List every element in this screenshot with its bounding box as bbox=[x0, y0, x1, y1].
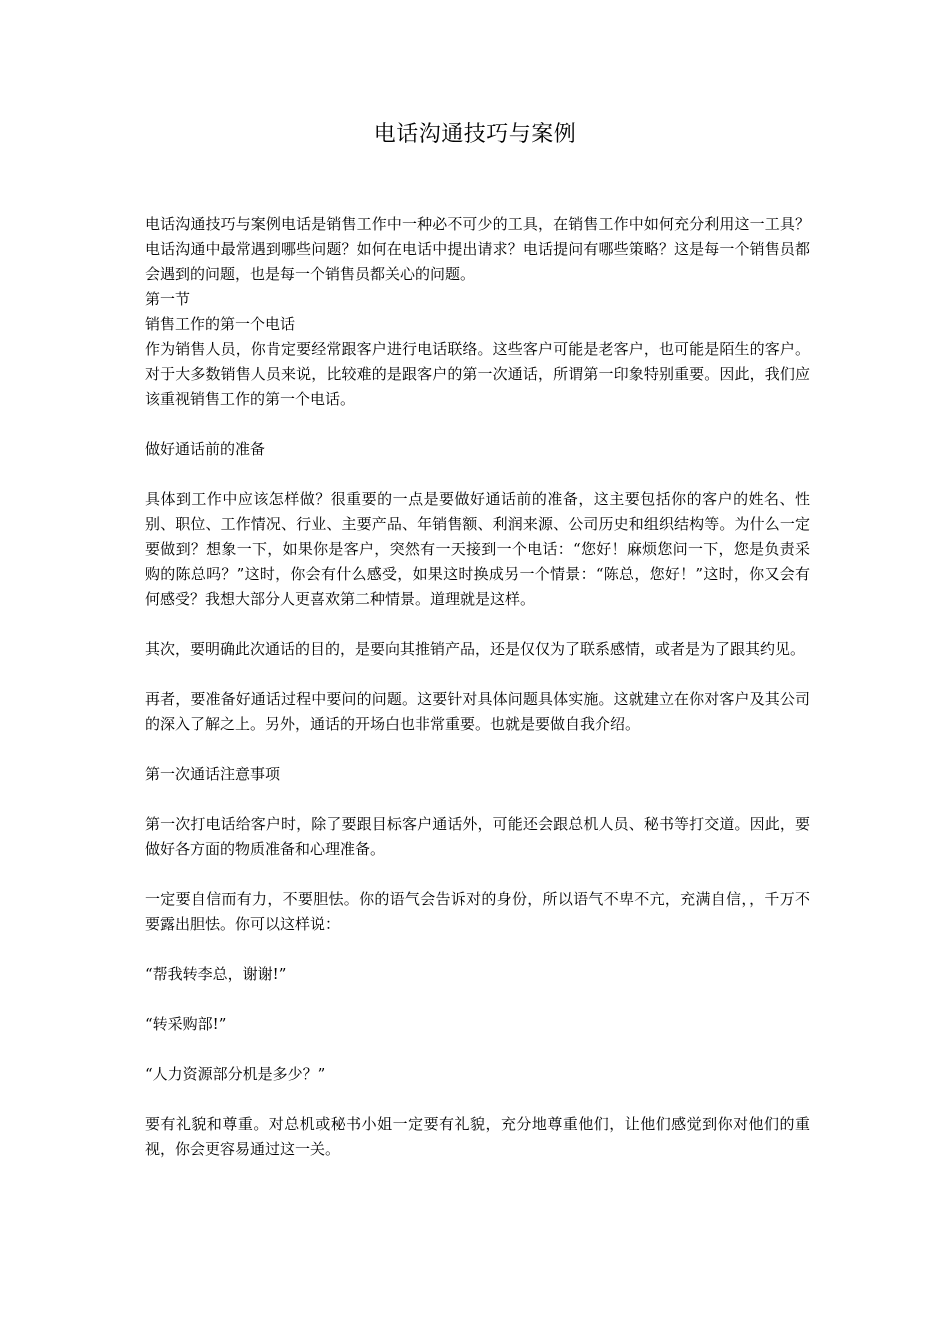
body-paragraph: 一定要自信而有力，不要胆怯。你的语气会告诉对的身份，所以语气不卑不亢，充满自信，，千万不要露出胆怯。你可以这样说： bbox=[145, 890, 810, 933]
section-number: 第一节 bbox=[145, 290, 191, 308]
body-paragraph: 其次，要明确此次通话的目的，是要向其推销产品，还是仅仅为了联系感情，或者是为了跟其约见。 bbox=[145, 640, 806, 658]
body-paragraph: 第一次打电话给客户时，除了要跟目标客户通话外，可能还会跟总机人员、秘书等打交道。因此，要做好各方面的物质准备和心理准备。 bbox=[145, 815, 810, 858]
body-paragraph: 要有礼貌和尊重。对总机或秘书小姐一定要有礼貌，充分地尊重他们，让他们感觉到你对他们的重视，你会更容易通过这一关。 bbox=[145, 1115, 810, 1158]
body-paragraph: 再者，要准备好通话过程中要问的问题。这要针对具体问题具体实施。这就建立在你对客户及其公司的深入了解之上。另外，通话的开场白也非常重要。也就是要做自我介绍。 bbox=[145, 690, 810, 733]
section-heading: 销售工作的第一个电话 bbox=[145, 315, 296, 333]
body-paragraph: 具体到工作中应该怎样做？很重要的一点是要做好通话前的准备，这主要包括你的客户的姓名、性别、职位、工作情况、行业、主要产品、年销售额、利润来源、公司历史和组织结构等。为什么一定要做到？想象一下，如果你是客户，突然有一天接到一个电话：“您好！麻烦您问一下，您是负责采购的陈总吗？”这时，你会有什么感受，如果这时换成另一个情景：“陈总，您好！”这时，你又会有何感受？我想大部分人更喜欢第二种情景。道理就是这样。 bbox=[145, 490, 810, 608]
body-paragraph: 作为销售人员，你肯定要经常跟客户进行电话联络。这些客户可能是老客户，也可能是陌生的客户。对于大多数销售人员来说，比较难的是跟客户的第一次通话，所谓第一印象特别重要。因此，我们应该重视销售工作的第一个电话。 bbox=[145, 340, 810, 408]
quote-line: “帮我转李总，谢谢!” bbox=[145, 965, 287, 983]
document-title: 电话沟通技巧与案例 bbox=[373, 122, 577, 147]
quote-line: “人力资源部分机是多少？” bbox=[145, 1065, 326, 1083]
subheading: 做好通话前的准备 bbox=[145, 440, 266, 458]
subheading: 第一次通话注意事项 bbox=[145, 765, 281, 783]
quote-line: “转采购部!” bbox=[145, 1015, 227, 1033]
intro-paragraph: 电话沟通技巧与案例电话是销售工作中一种必不可少的工具，在销售工作中如何充分利用这一工具？电话沟通中最常遇到哪些问题？如何在电话中提出请求？电话提问有哪些策略？这是每一个销售员都会遇到的问题，也是每一个销售员都关心的问题。 bbox=[145, 215, 810, 283]
document-body bbox=[145, 212, 810, 1162]
